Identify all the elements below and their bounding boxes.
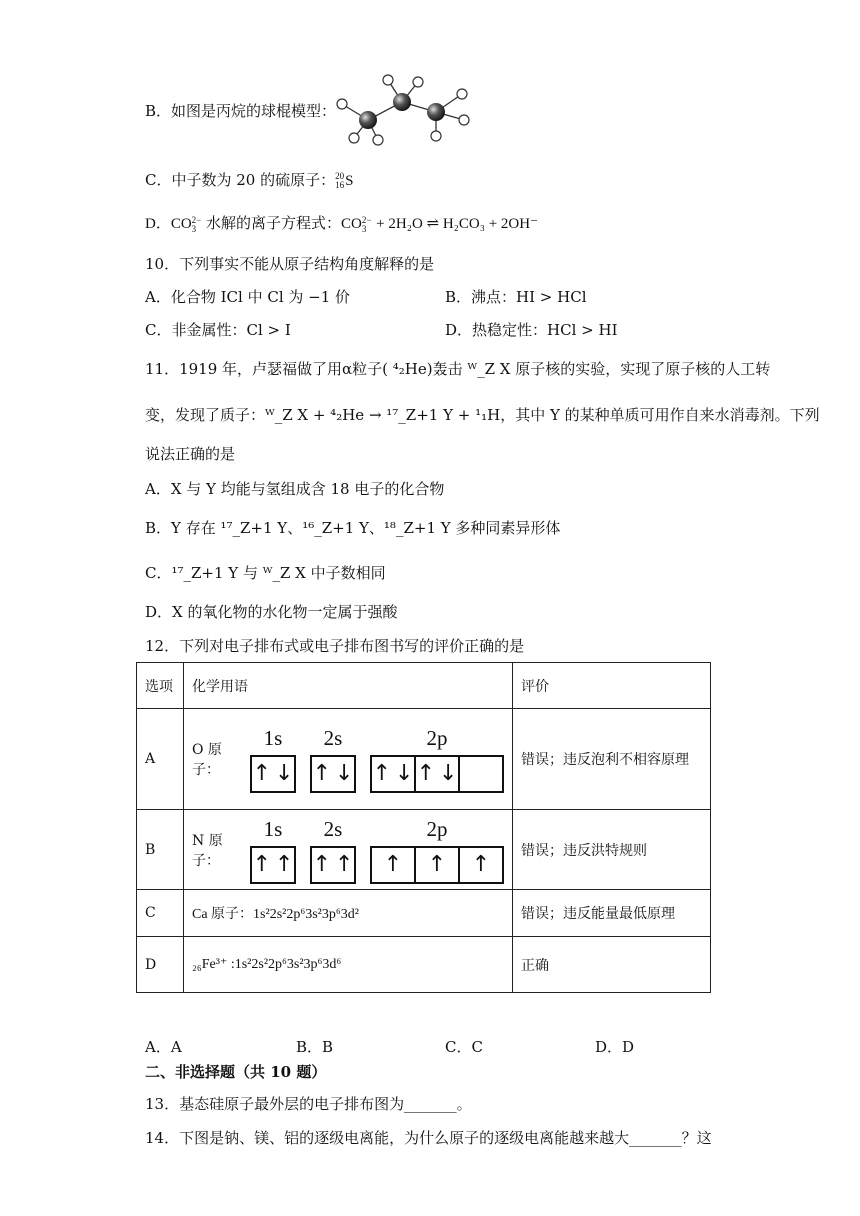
row-evaluation: 错误；违反能量最低原理	[513, 890, 711, 937]
q12-choice-d: D．D	[595, 1038, 635, 1056]
table-header-row	[137, 663, 711, 709]
table-row	[137, 937, 711, 993]
row-term: ₂₆Fe³⁺ :1s²2s²2p⁶3s²3p⁶3d⁶	[184, 937, 513, 993]
q11-option-a: A．X 与 Y 均能与氢组成含 18 电子的化合物	[145, 480, 445, 498]
row-term: N 原子： 1s ↑ ↑ 2s ↑ ↑ 2p ↑ ↑ ↑	[184, 810, 513, 890]
q11-option-d: D．X 的氧化物的水化物一定属于强酸	[145, 603, 398, 621]
q9-option-b: B．如图是丙烷的球棍模型：	[145, 102, 337, 120]
q10-stem: 10．下列事实不能从原子结构角度解释的是	[145, 255, 435, 273]
q11-stem-line2: 变，发现了质子：ᵂ_Z X + ⁴₂He → ¹⁷_Z+1 Y + ¹₁H，其中 Y 的某种单质可用作自来水消毒剂。下列	[145, 406, 820, 424]
sulfur-symbol: S	[345, 173, 354, 189]
table-row	[137, 709, 711, 810]
row-option: A	[137, 709, 184, 810]
row-evaluation: 错误；违反泡利不相容原理	[513, 709, 711, 810]
section-title: 二、非选择题（共 10 题）	[145, 1063, 327, 1081]
header-option: 选项	[137, 663, 184, 709]
q11-option-c: C．¹⁷_Z+1 Y 与 ᵂ_Z X 中子数相同	[145, 564, 386, 582]
q11-option-b: B．Y 存在 ¹⁷_Z+1 Y、¹⁶_Z+1 Y、¹⁸_Z+1 Y 多种同素异形体	[145, 519, 561, 537]
q12-stem: 12．下列对电子排布式或电子排布图书写的评价正确的是	[145, 637, 525, 655]
q10-option-c: C．非金属性：Cl > I	[145, 321, 291, 339]
q9-c-label: C．中子数为 20 的硫原子：	[145, 171, 336, 189]
orbital-diagram-o: 1s ↑ ↓ 2s ↑ ↓ 2p ↑ ↓ ↑ ↓	[250, 725, 504, 793]
q13-stem: 13．基态硅原子最外层的电子排布图为_______。	[145, 1095, 472, 1113]
q10-option-a: A．化合物 ICl 中 Cl 为 −1 价	[145, 288, 351, 306]
row-option: C	[137, 890, 184, 937]
q9-option-c	[145, 170, 353, 191]
q14-stem: 14．下图是钠、镁、铝的逐级电离能，为什么原子的逐级电离能越来越大_______？这	[145, 1129, 712, 1147]
orbital-diagram-n: 1s ↑ ↑ 2s ↑ ↑ 2p ↑ ↑ ↑	[250, 816, 504, 884]
row-option: B	[137, 810, 184, 890]
q12-choice-a: A．A	[145, 1038, 182, 1056]
row-term: Ca 原子：1s²2s²2p⁶3s²3p⁶3d²	[184, 890, 513, 937]
q10-option-d: D．热稳定性：HCl > HI	[445, 321, 618, 339]
q11-stem-line1: 11．1919 年，卢瑟福做了用α粒子( ⁴₂He)轰击 ᵂ_Z X 原子核的实验，实现了原子核的人工转	[145, 360, 771, 378]
q12-choice-b: B．B	[296, 1038, 334, 1056]
row-option: D	[137, 937, 184, 993]
q10-option-b: B．沸点：HI > HCl	[445, 288, 587, 306]
propane-ball-stick-model	[332, 70, 472, 150]
row-evaluation: 正确	[513, 937, 711, 993]
q12-choice-c: C．C	[445, 1038, 483, 1056]
sulfur-isotope-numbers: 20 16	[335, 171, 345, 190]
row-term: O 原子： 1s ↑ ↓ 2s ↑ ↓ 2p ↑ ↓ ↑ ↓	[184, 709, 513, 810]
header-term: 化学用语	[184, 663, 513, 709]
q12-options-table	[136, 662, 711, 993]
q11-stem-line3: 说法正确的是	[145, 445, 236, 463]
header-evaluation: 评价	[513, 663, 711, 709]
q9-option-d: D．CO 2− 3 水解的离子方程式：CO 2− 3 + 2H₂O ⇌ H₂CO₃ + 2OH⁻	[145, 214, 539, 234]
table-row	[137, 890, 711, 937]
row-evaluation: 错误；违反洪特规则	[513, 810, 711, 890]
table-row	[137, 810, 711, 890]
